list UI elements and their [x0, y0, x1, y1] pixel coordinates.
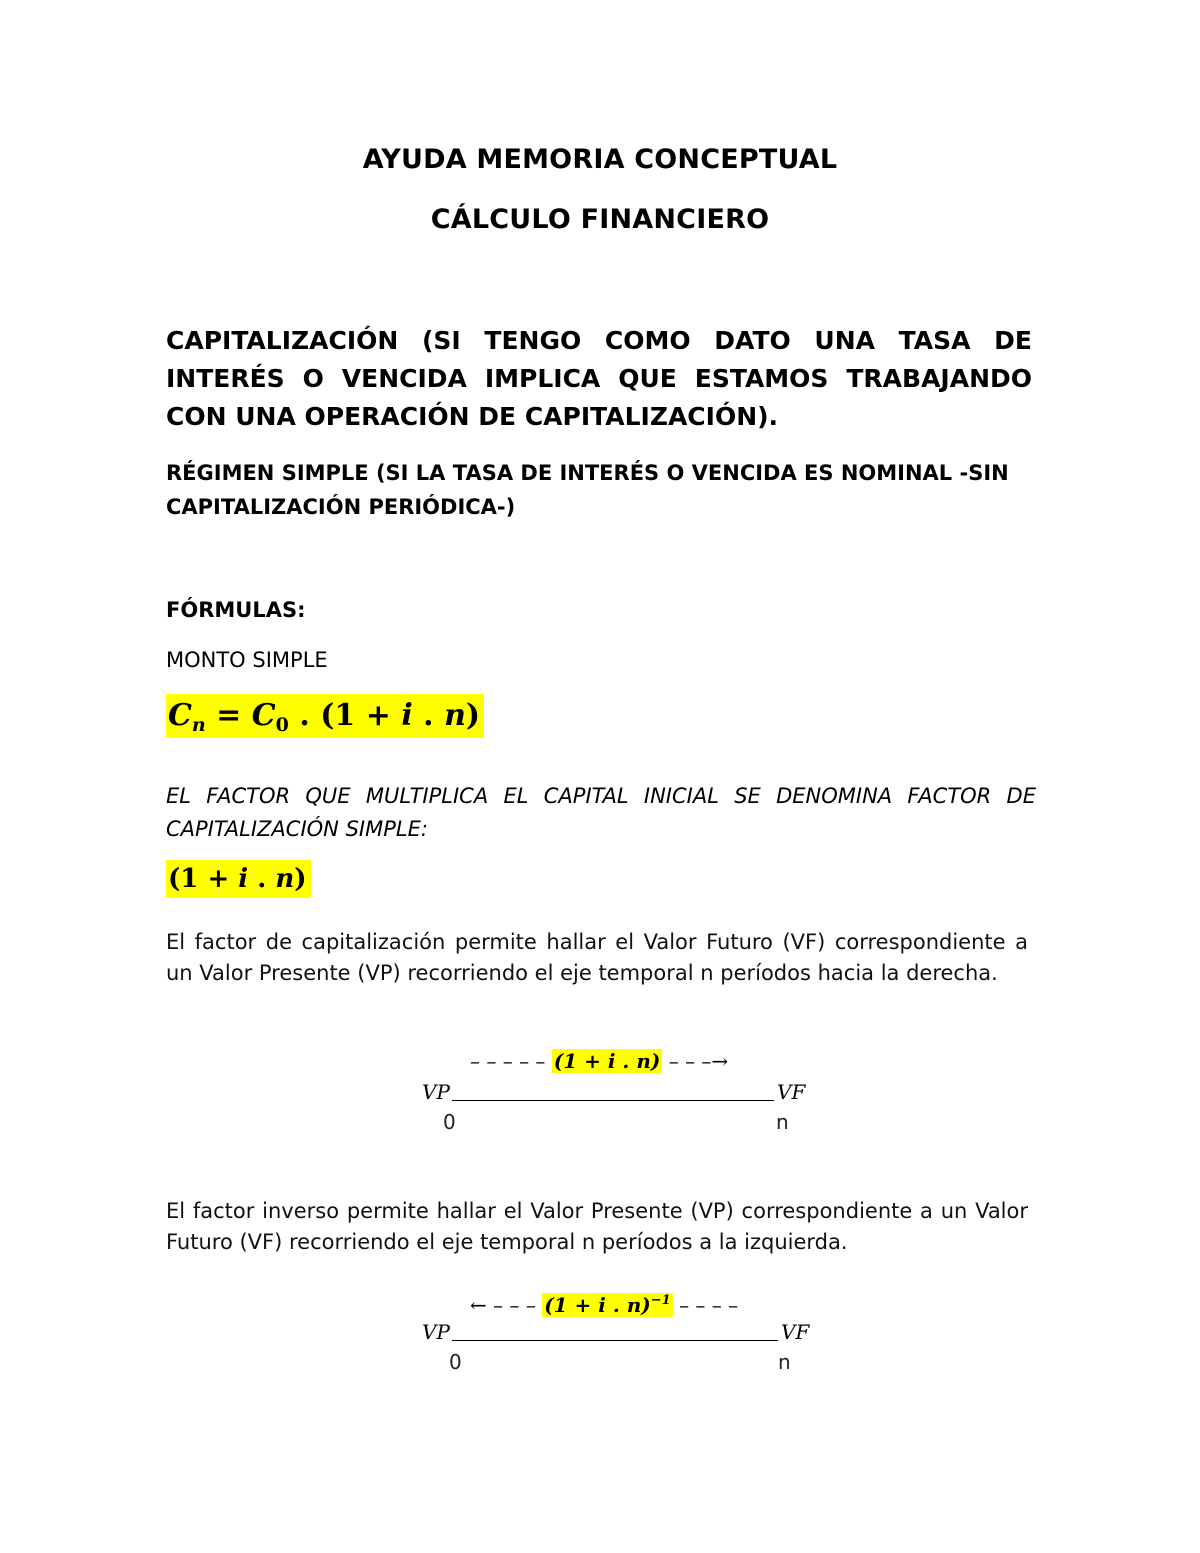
dashes-right: – – – – — [679, 1293, 739, 1317]
factor-note: EL FACTOR QUE MULTIPLICA EL CAPITAL INICIAL SE DENOMINA FACTOR DE CAPITALIZACIÓN SIMPLE: — [166, 784, 1036, 841]
factor-capitalizacion-formula: (1 + i . n) — [166, 860, 311, 898]
inverse-factor-label: (1 + i . n)$^{-1}$ — [544, 1293, 671, 1317]
heading-regimen-simple: RÉGIMEN SIMPLE (SI LA TASA DE INTERÉS O VENCIDA ES NOMINAL -SIN CAPITALIZACIÓN PERIÓDICA-) — [166, 461, 1009, 519]
tick-end: n — [778, 1350, 791, 1374]
title-line-2: CÁLCULO FINANCIERO — [430, 204, 770, 235]
end-label-vf: VF — [781, 1320, 810, 1344]
start-label-vp: VP — [422, 1080, 450, 1104]
dashes-left: – – – – – — [470, 1049, 546, 1073]
factor-arrow-right — [470, 1048, 728, 1074]
monto-simple-formula: $C_n = C_0$ . (1 + i . n) — [166, 694, 484, 738]
factor-arrow-left — [470, 1288, 738, 1318]
tick-end: n — [776, 1110, 789, 1134]
end-label-vf: VF — [777, 1080, 806, 1104]
title-line-1: AYUDA MEMORIA CONCEPTUAL — [362, 144, 838, 175]
start-label-vp: VP — [422, 1320, 450, 1344]
arrow-left-icon: ← – – – — [470, 1293, 536, 1317]
arrow-right-icon: – – –→ — [668, 1049, 729, 1073]
tick-start: 0 — [443, 1110, 456, 1134]
monto-simple-label: MONTO SIMPLE — [166, 648, 328, 672]
formulas-label: FÓRMULAS: — [166, 598, 306, 622]
time-axis-line — [452, 1340, 778, 1341]
time-axis-line — [452, 1100, 774, 1101]
factor-label: (1 + i . n) — [553, 1049, 661, 1073]
paragraph-factor-inverso: El factor inverso permite hallar el Valor Presente (VP) correspondiente a un Valor Futuro (VF) recorriendo el eje temporal n períodos a la izquierda. — [166, 1199, 1028, 1254]
heading-capitalizacion: CAPITALIZACIÓN (SI TENGO COMO DATO UNA TASA DE INTERÉS O VENCIDA IMPLICA QUE ESTAMOS TRABAJANDO CON UNA OPERACIÓN DE CAPITALIZACIÓN). — [166, 326, 1032, 431]
tick-start: 0 — [449, 1350, 462, 1374]
paragraph-factor-capitalizacion: El factor de capitalización permite hallar el Valor Futuro (VF) correspondiente a un Valor Presente (VP) recorriendo el eje temporal n períodos hacia la derecha. — [166, 930, 1028, 985]
